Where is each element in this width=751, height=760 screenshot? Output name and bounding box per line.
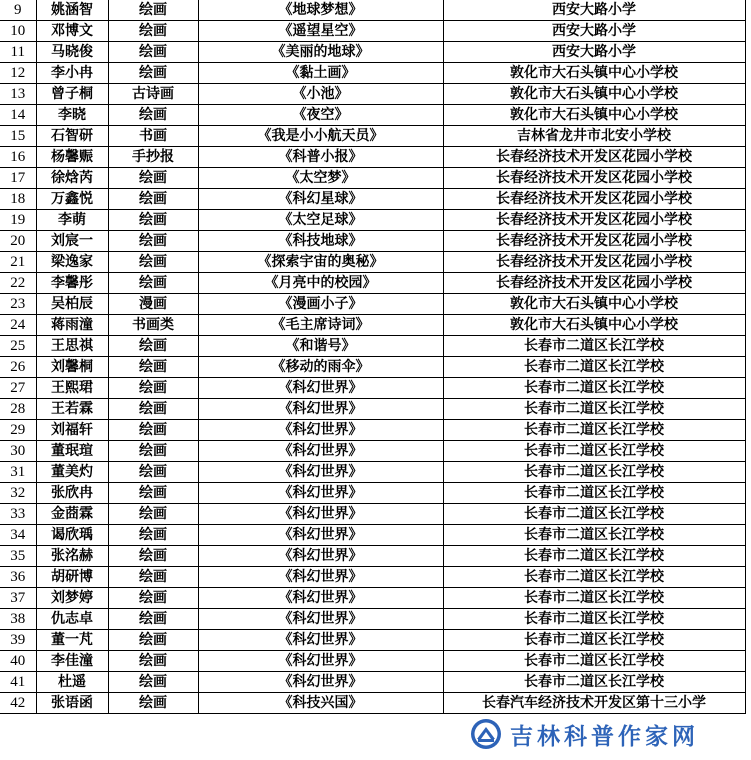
work-title: 《遥望星空》 xyxy=(198,21,443,42)
row-number: 11 xyxy=(0,42,36,63)
work-category: 绘画 xyxy=(108,504,198,525)
row-number: 33 xyxy=(0,504,36,525)
school-name: 长春市二道区长江学校 xyxy=(443,630,745,651)
work-title: 《科幻世界》 xyxy=(198,399,443,420)
work-title: 《科幻世界》 xyxy=(198,525,443,546)
work-title: 《科幻世界》 xyxy=(198,483,443,504)
table-row xyxy=(0,462,745,483)
work-title: 《科幻世界》 xyxy=(198,567,443,588)
student-name: 董珉瑄 xyxy=(36,441,108,462)
site-watermark-text: 吉林科普作家网 xyxy=(510,723,699,750)
table-row xyxy=(0,378,745,399)
student-name: 万鑫悦 xyxy=(36,189,108,210)
work-title: 《科幻世界》 xyxy=(198,378,443,399)
work-category: 绘画 xyxy=(108,630,198,651)
school-name: 长春市二道区长江学校 xyxy=(443,525,745,546)
work-category: 古诗画 xyxy=(108,84,198,105)
work-category: 绘画 xyxy=(108,378,198,399)
work-category: 绘画 xyxy=(108,588,198,609)
student-name: 李萌 xyxy=(36,210,108,231)
work-category: 漫画 xyxy=(108,294,198,315)
student-name: 董美灼 xyxy=(36,462,108,483)
school-name: 长春经济技术开发区花园小学校 xyxy=(443,210,745,231)
student-name: 董一芃 xyxy=(36,630,108,651)
table-row xyxy=(0,336,745,357)
table-row xyxy=(0,0,745,21)
row-number: 12 xyxy=(0,63,36,84)
table-row xyxy=(0,126,745,147)
row-number: 24 xyxy=(0,315,36,336)
school-name: 敦化市大石头镇中心小学校 xyxy=(443,315,745,336)
row-number: 9 xyxy=(0,0,36,21)
work-category: 绘画 xyxy=(108,441,198,462)
work-category: 绘画 xyxy=(108,525,198,546)
work-title: 《科幻世界》 xyxy=(198,546,443,567)
table-row xyxy=(0,189,745,210)
table-row xyxy=(0,21,745,42)
student-name: 谒欣瑀 xyxy=(36,525,108,546)
student-name: 李晓 xyxy=(36,105,108,126)
work-title: 《探索宇宙的奥秘》 xyxy=(198,252,443,273)
work-title: 《科幻星球》 xyxy=(198,189,443,210)
work-category: 绘画 xyxy=(108,21,198,42)
table-row xyxy=(0,672,745,693)
row-number: 23 xyxy=(0,294,36,315)
work-category: 绘画 xyxy=(108,0,198,21)
work-title: 《我是小小航天员》 xyxy=(198,126,443,147)
school-name: 长春市二道区长江学校 xyxy=(443,441,745,462)
table-row xyxy=(0,252,745,273)
school-name: 长春市二道区长江学校 xyxy=(443,546,745,567)
table-row xyxy=(0,105,745,126)
table-row xyxy=(0,693,745,714)
row-number: 30 xyxy=(0,441,36,462)
student-name: 刘福轩 xyxy=(36,420,108,441)
student-name: 王熙珺 xyxy=(36,378,108,399)
school-name: 长春市二道区长江学校 xyxy=(443,588,745,609)
school-name: 长春市二道区长江学校 xyxy=(443,609,745,630)
table-row xyxy=(0,651,745,672)
student-name: 梁逸家 xyxy=(36,252,108,273)
table-row xyxy=(0,399,745,420)
school-name: 长春市二道区长江学校 xyxy=(443,567,745,588)
work-title: 《科幻世界》 xyxy=(198,441,443,462)
student-name: 王思祺 xyxy=(36,336,108,357)
student-name: 石智研 xyxy=(36,126,108,147)
school-name: 长春市二道区长江学校 xyxy=(443,420,745,441)
table-row xyxy=(0,273,745,294)
row-number: 35 xyxy=(0,546,36,567)
student-name: 邓博文 xyxy=(36,21,108,42)
work-category: 绘画 xyxy=(108,105,198,126)
student-name: 李佳潼 xyxy=(36,651,108,672)
work-category: 绘画 xyxy=(108,672,198,693)
work-title: 《科幻世界》 xyxy=(198,672,443,693)
school-name: 敦化市大石头镇中心小学校 xyxy=(443,63,745,84)
student-name: 张洺赫 xyxy=(36,546,108,567)
row-number: 14 xyxy=(0,105,36,126)
table-row xyxy=(0,294,745,315)
student-name: 胡研博 xyxy=(36,567,108,588)
table-row xyxy=(0,504,745,525)
school-name: 长春市二道区长江学校 xyxy=(443,672,745,693)
school-name: 长春市二道区长江学校 xyxy=(443,378,745,399)
row-number: 31 xyxy=(0,462,36,483)
work-category: 绘画 xyxy=(108,231,198,252)
row-number: 10 xyxy=(0,21,36,42)
row-number: 40 xyxy=(0,651,36,672)
student-name: 刘馨桐 xyxy=(36,357,108,378)
work-category: 书画 xyxy=(108,126,198,147)
work-title: 《科技地球》 xyxy=(198,231,443,252)
row-number: 18 xyxy=(0,189,36,210)
student-name: 徐焓芮 xyxy=(36,168,108,189)
table-row xyxy=(0,609,745,630)
school-name: 西安大路小学 xyxy=(443,42,745,63)
table-row xyxy=(0,567,745,588)
work-category: 绘画 xyxy=(108,210,198,231)
work-title: 《科普小报》 xyxy=(198,147,443,168)
student-name: 李小冉 xyxy=(36,63,108,84)
row-number: 34 xyxy=(0,525,36,546)
school-name: 长春市二道区长江学校 xyxy=(443,483,745,504)
row-number: 36 xyxy=(0,567,36,588)
row-number: 37 xyxy=(0,588,36,609)
work-category: 绘画 xyxy=(108,483,198,504)
work-title: 《科幻世界》 xyxy=(198,651,443,672)
work-category: 书画类 xyxy=(108,315,198,336)
student-name: 刘宸一 xyxy=(36,231,108,252)
work-title: 《科幻世界》 xyxy=(198,630,443,651)
school-name: 敦化市大石头镇中心小学校 xyxy=(443,84,745,105)
student-name: 吴柏辰 xyxy=(36,294,108,315)
work-title: 《黏土画》 xyxy=(198,63,443,84)
table-row xyxy=(0,84,745,105)
student-name: 金莔霖 xyxy=(36,504,108,525)
work-category: 绘画 xyxy=(108,42,198,63)
school-name: 长春经济技术开发区花园小学校 xyxy=(443,189,745,210)
work-category: 绘画 xyxy=(108,399,198,420)
work-title: 《月亮中的校园》 xyxy=(198,273,443,294)
work-category: 绘画 xyxy=(108,693,198,714)
table-row xyxy=(0,546,745,567)
work-category: 绘画 xyxy=(108,651,198,672)
row-number: 28 xyxy=(0,399,36,420)
table-row xyxy=(0,210,745,231)
school-name: 长春经济技术开发区花园小学校 xyxy=(443,147,745,168)
work-category: 绘画 xyxy=(108,63,198,84)
work-category: 绘画 xyxy=(108,462,198,483)
work-category: 绘画 xyxy=(108,357,198,378)
school-name: 长春市二道区长江学校 xyxy=(443,357,745,378)
table-row xyxy=(0,630,745,651)
student-name: 杜遥 xyxy=(36,672,108,693)
student-name: 王若霖 xyxy=(36,399,108,420)
work-title: 《科幻世界》 xyxy=(198,462,443,483)
school-name: 长春经济技术开发区花园小学校 xyxy=(443,168,745,189)
school-name: 长春市二道区长江学校 xyxy=(443,462,745,483)
table-row xyxy=(0,525,745,546)
row-number: 29 xyxy=(0,420,36,441)
student-name: 杨馨赈 xyxy=(36,147,108,168)
student-name: 李馨彤 xyxy=(36,273,108,294)
row-number: 25 xyxy=(0,336,36,357)
school-name: 长春经济技术开发区花园小学校 xyxy=(443,273,745,294)
work-title: 《科技兴国》 xyxy=(198,693,443,714)
work-title: 《地球梦想》 xyxy=(198,0,443,21)
student-name: 刘梦婷 xyxy=(36,588,108,609)
student-name: 张欣冉 xyxy=(36,483,108,504)
work-title: 《太空足球》 xyxy=(198,210,443,231)
row-number: 21 xyxy=(0,252,36,273)
work-category: 绘画 xyxy=(108,420,198,441)
table-row xyxy=(0,483,745,504)
school-name: 长春汽车经济技术开发区第十三小学 xyxy=(443,693,745,714)
school-name: 长春市二道区长江学校 xyxy=(443,651,745,672)
table-row xyxy=(0,441,745,462)
work-category: 绘画 xyxy=(108,189,198,210)
work-title: 《科幻世界》 xyxy=(198,504,443,525)
work-category: 绘画 xyxy=(108,273,198,294)
site-watermark xyxy=(470,716,699,752)
row-number: 27 xyxy=(0,378,36,399)
work-title: 《科幻世界》 xyxy=(198,609,443,630)
school-name: 长春市二道区长江学校 xyxy=(443,399,745,420)
row-number: 16 xyxy=(0,147,36,168)
student-name: 蒋雨潼 xyxy=(36,315,108,336)
table-row xyxy=(0,147,745,168)
work-title: 《科幻世界》 xyxy=(198,420,443,441)
work-category: 绘画 xyxy=(108,567,198,588)
table-row xyxy=(0,42,745,63)
row-number: 22 xyxy=(0,273,36,294)
row-number: 32 xyxy=(0,483,36,504)
table-row xyxy=(0,588,745,609)
work-title: 《美丽的地球》 xyxy=(198,42,443,63)
work-category: 绘画 xyxy=(108,609,198,630)
work-category: 绘画 xyxy=(108,336,198,357)
work-title: 《漫画小子》 xyxy=(198,294,443,315)
school-name: 长春市二道区长江学校 xyxy=(443,504,745,525)
row-number: 39 xyxy=(0,630,36,651)
table-row xyxy=(0,231,745,252)
row-number: 17 xyxy=(0,168,36,189)
row-number: 20 xyxy=(0,231,36,252)
row-number: 15 xyxy=(0,126,36,147)
work-title: 《小池》 xyxy=(198,84,443,105)
school-name: 吉林省龙井市北安小学校 xyxy=(443,126,745,147)
student-name: 姚涵智 xyxy=(36,0,108,21)
row-number: 41 xyxy=(0,672,36,693)
row-number: 38 xyxy=(0,609,36,630)
row-number: 26 xyxy=(0,357,36,378)
school-name: 敦化市大石头镇中心小学校 xyxy=(443,294,745,315)
work-title: 《移动的雨伞》 xyxy=(198,357,443,378)
work-category: 绘画 xyxy=(108,168,198,189)
table-row xyxy=(0,357,745,378)
student-name: 仇志卓 xyxy=(36,609,108,630)
work-title: 《毛主席诗词》 xyxy=(198,315,443,336)
work-title: 《太空梦》 xyxy=(198,168,443,189)
table-row xyxy=(0,315,745,336)
row-number: 13 xyxy=(0,84,36,105)
student-name: 马晓俊 xyxy=(36,42,108,63)
work-category: 绘画 xyxy=(108,252,198,273)
work-title: 《夜空》 xyxy=(198,105,443,126)
work-category: 绘画 xyxy=(108,546,198,567)
student-name: 张语函 xyxy=(36,693,108,714)
work-category: 手抄报 xyxy=(108,147,198,168)
table-row xyxy=(0,168,745,189)
student-name: 曾子桐 xyxy=(36,84,108,105)
school-name: 西安大路小学 xyxy=(443,0,745,21)
row-number: 19 xyxy=(0,210,36,231)
table-row xyxy=(0,420,745,441)
row-number: 42 xyxy=(0,693,36,714)
work-title: 《和谐号》 xyxy=(198,336,443,357)
science-writers-logo-icon xyxy=(470,718,502,750)
work-title: 《科幻世界》 xyxy=(198,588,443,609)
school-name: 西安大路小学 xyxy=(443,21,745,42)
table-row xyxy=(0,63,745,84)
school-name: 敦化市大石头镇中心小学校 xyxy=(443,105,745,126)
school-name: 长春经济技术开发区花园小学校 xyxy=(443,252,745,273)
school-name: 长春经济技术开发区花园小学校 xyxy=(443,231,745,252)
school-name: 长春市二道区长江学校 xyxy=(443,336,745,357)
